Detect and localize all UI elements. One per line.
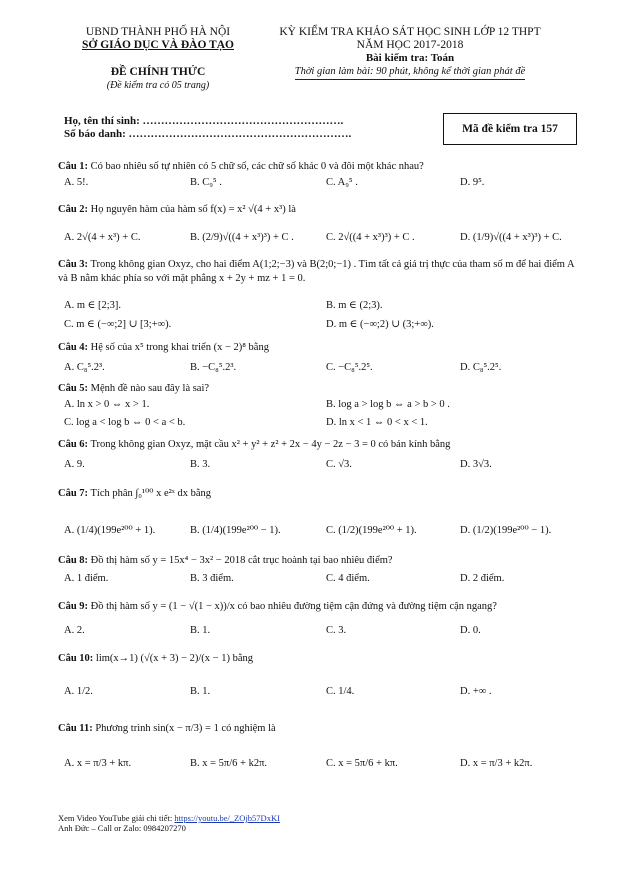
answer-a: A. m ∈ [2;3]. [64, 300, 122, 311]
answer-d: D. +∞ . [460, 686, 492, 697]
question-text: Phương trình sin(x − π/3) = 1 có nghiệm là [95, 723, 276, 734]
question-text: Đồ thị hàm số y = 15x⁴ − 3x² − 2018 cắt trục hoành tại bao nhiêu điểm? [90, 555, 393, 566]
question-label: Câu 6: [58, 439, 89, 450]
answer-d: D. x = π/3 + k2π. [460, 758, 533, 769]
answer-b: B. (1/4)(199e²⁰⁰ − 1). [190, 525, 281, 536]
answer-c: C. √3. [326, 459, 352, 470]
answers-6 [64, 459, 584, 475]
question-7 [58, 487, 578, 501]
question-8 [58, 554, 578, 568]
answers-8 [64, 573, 584, 589]
answer-d: D. 0. [460, 625, 481, 636]
answers-7 [64, 524, 584, 540]
answer-c: C. A₉⁵ . [326, 177, 358, 188]
answer-c: C. log a < log b ⇔ 0 < a < b. [64, 417, 186, 428]
footer-video-line [58, 813, 280, 823]
official-label: ĐỀ CHÍNH THỨC [110, 66, 206, 78]
answer-a: A. (1/4)(199e²⁰⁰ + 1). [64, 525, 156, 536]
department-name: UBND THÀNH PHỐ HÀ NỘI [85, 26, 231, 38]
question-text: lim(x→1) (√(x + 3) − 2)/(x − 1) bằng [95, 653, 254, 664]
answer-a: A. 2. [64, 625, 85, 636]
page-count-note: (Đề kiểm tra có 05 trang) [106, 80, 210, 91]
answer-a: A. 2√(4 + x³) + C. [64, 232, 141, 243]
header-right [260, 26, 560, 80]
question-label: Câu 9: [58, 601, 89, 612]
question-2 [58, 203, 578, 217]
question-5 [58, 382, 578, 396]
answer-d: D. m ∈ (−∞;2) ∪ (3;+∞). [326, 319, 434, 330]
answer-b: B. 1. [190, 625, 211, 636]
answer-d: D. (1/9)√((4 + x³)³) + C. [460, 232, 562, 243]
question-text: Trong không gian Oxyz, cho hai điểm A(1;2;−3) và B(2;0;−1) . Tìm tất cả giá trị thực của tham số m để hai điểm A và B nằm khác phía so với mặt phẳng x + 2y + mz + 1 = 0. [58, 259, 575, 284]
answer-c: C. x = 5π/6 + kπ. [326, 758, 398, 769]
question-text: Họ nguyên hàm của hàm số f(x) = x² √(4 + x³) là [90, 204, 296, 215]
answer-b: B. 3. [190, 459, 211, 470]
question-label: Câu 5: [58, 383, 89, 394]
exam-code-box: Mã đề kiểm tra 157 [443, 113, 577, 145]
answer-b: B. x = 5π/6 + k2π. [190, 758, 267, 769]
question-label: Câu 7: [58, 488, 89, 499]
answer-d: D. 3√3. [460, 459, 492, 470]
answers-2 [64, 232, 584, 248]
exam-title: KỲ KIỂM TRA KHẢO SÁT HỌC SINH LỚP 12 THPT [279, 26, 541, 38]
answers-4 [64, 362, 584, 378]
answer-d: D. C₈⁵.2⁵. [460, 362, 502, 373]
question-1 [58, 160, 578, 174]
question-label: Câu 4: [58, 342, 89, 353]
question-text: Trong không gian Oxyz, mặt cầu x² + y² + z² + 2x − 4y − 2z − 3 = 0 có bán kính bằng [90, 439, 451, 450]
question-label: Câu 10: [58, 653, 94, 664]
answers-3-row2 [64, 318, 584, 334]
footer-video-text: Xem Video YouTube giải chi tiết: [58, 813, 175, 823]
answers-1 [64, 177, 584, 193]
question-label: Câu 3: [58, 259, 89, 270]
school-year: NĂM HỌC 2017-2018 [356, 39, 464, 51]
answer-b: B. (2/9)√((4 + x³)³) + C . [190, 232, 294, 243]
answers-9 [64, 625, 584, 641]
subject: Bài kiểm tra: Toán [365, 52, 455, 64]
answers-5-row2 [64, 417, 584, 433]
footer-contact-line: Anh Đức – Call or Zalo: 0984207270 [58, 823, 186, 833]
question-3 [58, 258, 580, 286]
question-6 [58, 438, 578, 452]
candidate-info [64, 115, 351, 141]
question-label: Câu 8: [58, 555, 89, 566]
answer-b: B. m ∈ (2;3). [326, 300, 383, 311]
question-text: Tích phân ∫₀¹⁰⁰ x e²ˣ dx bằng [90, 488, 211, 499]
answer-b: B. C₉⁵ . [190, 177, 222, 188]
question-label: Câu 11: [58, 723, 93, 734]
candidate-id-line: Số báo danh: ……………………………………………………. [64, 128, 352, 140]
answer-c: C. 1/4. [326, 686, 355, 697]
answers-3-row1 [64, 299, 584, 315]
answers-5-row1 [64, 399, 584, 415]
answer-a: A. x = π/3 + kπ. [64, 758, 132, 769]
answer-a: A. ln x > 0 ⇔ x > 1. [64, 399, 150, 410]
answer-d: D. 2 điểm. [460, 573, 505, 584]
question-label: Câu 2: [58, 204, 89, 215]
answer-c: C. −C₈⁵.2⁵. [326, 362, 373, 373]
question-text: Mệnh đề nào sau đây là sai? [90, 383, 210, 394]
answer-c: C. (1/2)(199e²⁰⁰ + 1). [326, 525, 417, 536]
question-text: Hệ số của x⁵ trong khai triển (x − 2)⁸ bằng [90, 342, 269, 353]
candidate-name-line: Họ, tên thí sinh: ………………………………………………. [64, 115, 344, 127]
question-10 [58, 652, 578, 666]
answers-10 [64, 686, 584, 702]
answer-b: B. 3 điểm. [190, 573, 234, 584]
answers-11 [64, 758, 584, 774]
answer-c: C. 2√((4 + x³)³) + C . [326, 232, 415, 243]
question-9 [58, 600, 578, 614]
answer-a: A. 1/2. [64, 686, 93, 697]
answer-c: C. m ∈ (−∞;2] ∪ [3;+∞). [64, 319, 172, 330]
answer-a: A. 9. [64, 459, 85, 470]
question-text: Đồ thị hàm số y = (1 − √(1 − x))/x có bao nhiêu đường tiệm cận đứng và đường tiệm cận ngang? [90, 601, 497, 612]
answer-a: A. C₈⁵.2³. [64, 362, 105, 373]
answer-c: C. 4 điểm. [326, 573, 370, 584]
answer-b: B. log a > log b ⇔ a > b > 0 . [326, 399, 450, 410]
question-label: Câu 1: [58, 161, 89, 172]
question-11 [58, 722, 578, 736]
question-text: Có bao nhiêu số tự nhiên có 5 chữ số, các chữ số khác 0 và đôi một khác nhau? [90, 161, 424, 172]
answer-d: D. ln x < 1 ⇔ 0 < x < 1. [326, 417, 428, 428]
answer-d: D. (1/2)(199e²⁰⁰ − 1). [460, 525, 552, 536]
office-name: SỞ GIÁO DỤC VÀ ĐÀO TẠO [82, 39, 234, 51]
answer-c: C. 3. [326, 625, 347, 636]
answer-a: A. 5!. [64, 177, 89, 188]
header-left [58, 26, 258, 92]
footer [58, 813, 280, 833]
answer-a: A. 1 điểm. [64, 573, 109, 584]
answer-b: B. 1. [190, 686, 211, 697]
footer-video-link[interactable]: https://youtu.be/_ZOjb57DxKI [174, 813, 280, 823]
time-note: Thời gian làm bài: 90 phút, không kể thời gian phát đề [295, 65, 526, 80]
question-4 [58, 341, 578, 355]
answer-b: B. −C₈⁵.2³. [190, 362, 237, 373]
answer-d: D. 9⁵. [460, 177, 485, 188]
